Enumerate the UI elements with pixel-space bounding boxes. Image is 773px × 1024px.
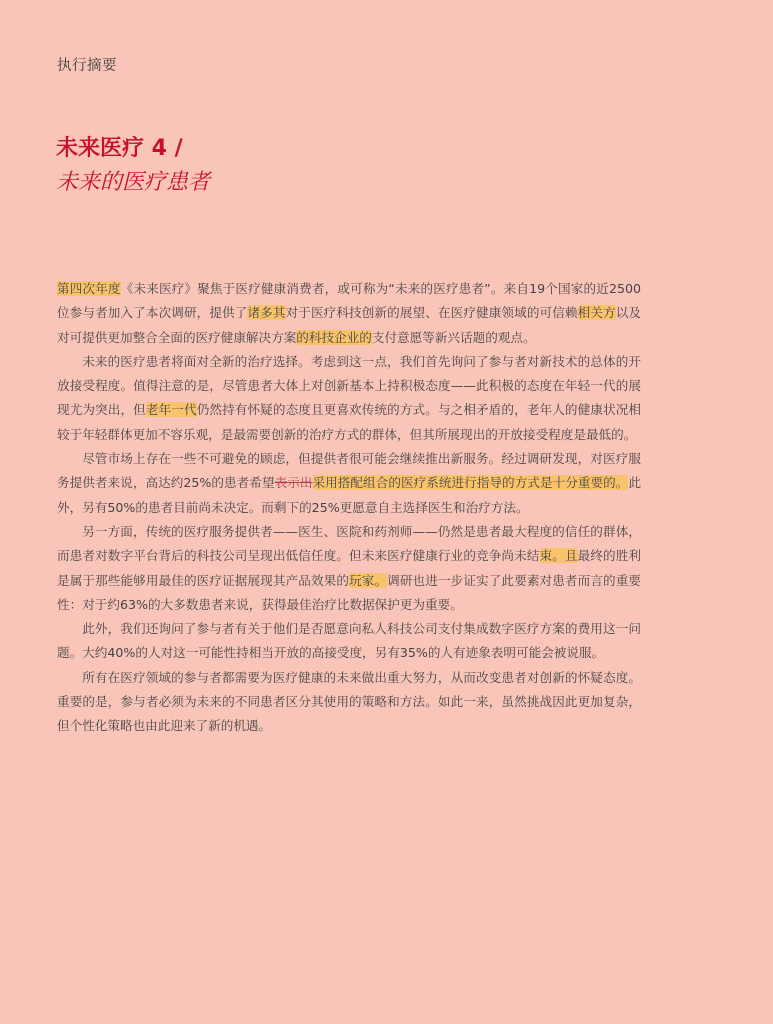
text-run: 此外，另有50%的患者目前尚未决定。而剩下的25%更愿意自主选择医生和治疗方法。 [57, 475, 642, 515]
page-title: 未来医疗 4 / [56, 136, 183, 161]
highlight: 玩家。 [349, 572, 388, 588]
title-block [56, 132, 210, 200]
text-run: 调研也进一步证实了此要素对患者而言的重要性：对于约63%的大多数患者来说，获得最佳治疗比数据保护更为重要。 [57, 572, 642, 612]
text-run: 支付意愿等新兴话题的观点。 [371, 329, 536, 345]
text-run: 另一方面，传统的医疗服务提供者——医生、医院和药剂师——仍然是患者最大程度的信任的群体，而患者对数字平台背后的科技公司呈现出低信任度。但未来医疗健康行业的竞争尚未结 [57, 523, 641, 564]
text-run: 所有在医疗领域的参与者都需要为医疗健康的未来做出重大努力，从而改变患者对创新的怀疑态度。重要的是，参与者必须为未来的不同患者区分其使用的策略和方法。如此一来，虽然挑战因此更加复杂，但个性化策略也由此迎来了新的机遇。 [57, 669, 641, 734]
paragraph-3 [57, 447, 641, 520]
paragraph-1 [57, 277, 641, 350]
paragraph-4 [57, 520, 641, 617]
highlight: 第四次年度 [57, 281, 121, 296]
paragraph-2 [57, 350, 641, 447]
highlight: 的科技企业的 [296, 329, 372, 345]
page-subtitle: 未来的医疗患者 [56, 170, 211, 195]
highlight: 老年一代 [145, 402, 197, 418]
highlight: 束。且 [539, 548, 578, 564]
text-run: 《未来医疗》聚焦于医疗健康消费者，或可称为“未来的医疗患者”。来自19个国家的近2500位参与者加入了本次调研，提供了 [57, 281, 642, 321]
text-run: 最终的胜利是属于那些能够用最佳的医疗证据展现其产品效果的 [57, 548, 642, 588]
text-run: 尽管市场上存在一些不可避免的顾虑，但提供者很可能会继续推出新服务。经过调研发现，对医疗服务提供者来说，高达约25%的患者希望 [57, 451, 641, 491]
text-run: 仍然持有怀疑的态度且更喜欢传统的方式。与之相矛盾的，老年人的健康状况相较于年轻群体更加不容乐观，是最需要创新的治疗方式的群体，但其所展现出的开放接受程度是最低的。 [57, 402, 642, 442]
highlight: 采用搭配组合的医疗系统进行指导的方式是十分重要的。 [312, 475, 629, 491]
text-run: 未来的医疗患者将面对全新的治疗选择。考虑到这一点，我们首先询问了参与者对新技术的总体的开放接受程度。值得注意的是，尽管患者大体上对创新基本上持积极态度——此积极的态度在年轻一代的展现尤为突出，但 [57, 353, 641, 418]
text-run: 以及对可提供更加整合全面的医疗健康解决方案 [57, 305, 642, 345]
paragraph-6 [57, 666, 641, 739]
body-text [57, 277, 641, 739]
highlight: 诸多其 [247, 305, 286, 321]
paragraph-5 [57, 617, 641, 666]
text-run: 此外，我们还询问了参与者有关于他们是否愿意向私人科技公司支付集成数字医疗方案的费用这一问题。大约40%的人对这一可能性持相当开放的高接受度，另有35%的人有迹象表明可能会被说服。 [57, 621, 641, 661]
highlight: 相关方 [577, 305, 616, 321]
text-run: 对于医疗科技创新的展望、在医疗健康领域的可信赖 [285, 305, 578, 321]
section-label: 执行摘要 [57, 58, 117, 74]
strikethrough-text: 表示出 [274, 475, 313, 491]
